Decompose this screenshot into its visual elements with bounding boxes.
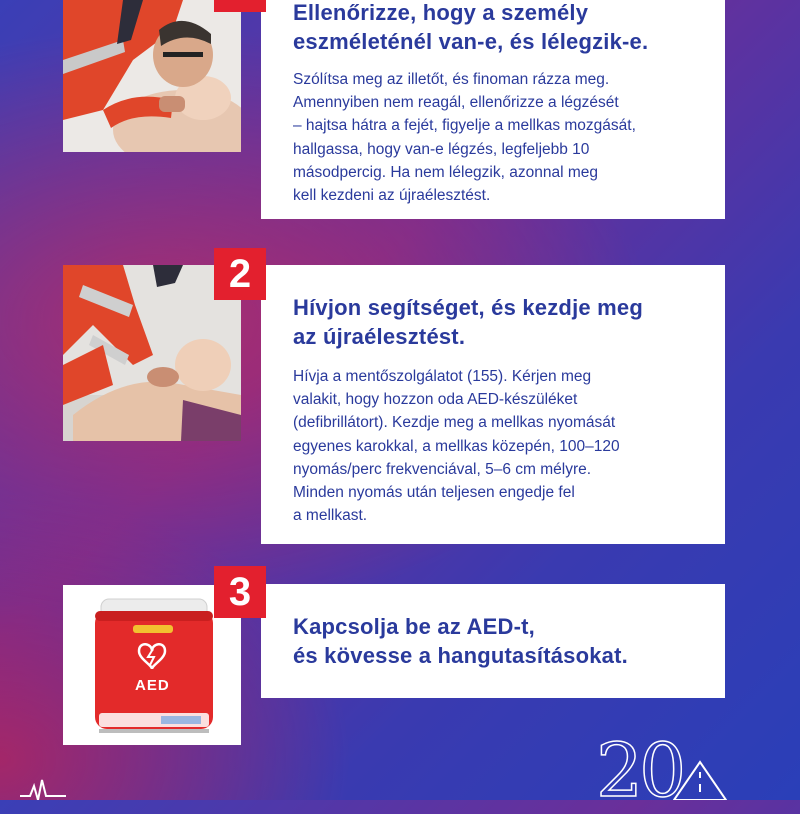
step1-body-line: hallgassa, hogy van-e légzés, legfeljebb 10 <box>293 140 590 158</box>
step1-card <box>261 0 725 219</box>
step2-body <box>293 365 725 527</box>
step3-number-badge: 3 <box>214 566 266 618</box>
anniversary-logo <box>596 728 746 814</box>
step3-card <box>261 584 725 698</box>
step2-title-line1: Hívjon segítséget, és kezdje meg <box>293 295 643 320</box>
step2-body-line: nyomás/perc frekvenciával, 5–6 cm mélyre. <box>293 460 592 478</box>
heartbeat-logo-icon <box>20 776 66 800</box>
step2-title <box>293 293 725 351</box>
step2-body-line: (defibrillátort). Kezdje meg a mellkas nyomását <box>293 414 616 432</box>
step2-body-line: Minden nyomás után teljesen engedje fel <box>293 484 575 502</box>
step1-body-line: Szólítsa meg az illetőt, és finoman rázza meg. <box>293 71 610 88</box>
step2-number-badge: 2 <box>214 248 266 300</box>
step2-body-line: valakit, hogy hozzon oda AED-készüléket <box>293 391 578 409</box>
step1-photo <box>63 0 241 152</box>
step2-body-line: a mellkast. <box>293 507 368 525</box>
step2-card <box>261 265 725 544</box>
step1-body <box>293 68 725 207</box>
step1-body-line: kell kezdeni az újraélesztést. <box>293 187 491 205</box>
step2-body-line: Hívja a mentőszolgálatot (155). Kérjen meg <box>293 368 592 385</box>
step3-title-line1: Kapcsolja be az AED-t, <box>293 614 535 639</box>
step1-title-line2: eszméleténél van-e, és lélegzik-e. <box>293 29 649 54</box>
step2-title-line2: az újraélesztést. <box>293 324 466 349</box>
step1-body-line: Amennyiben nem reagál, ellenőrizze a légzését <box>293 94 619 112</box>
step1-body-line: másodpercig. Ha nem lélegzik, azonnal meg <box>293 163 598 181</box>
step2-body-line: egyenes karokkal, a mellkas közepén, 100–120 <box>293 437 620 455</box>
step1-title <box>293 0 725 56</box>
aed-device-label: AED <box>135 677 170 694</box>
step1-number-badge <box>214 0 266 12</box>
step1-body-line: – hajtsa hátra a fejét, figyelje a mellkas mozgását, <box>293 117 636 135</box>
step1-title-line1: Ellenőrizze, hogy a személy <box>293 0 589 25</box>
anniversary-number: 20 <box>596 728 683 814</box>
step3-title <box>293 612 725 670</box>
road-icon <box>670 760 730 800</box>
step3-title-line2: és kövesse a hangutasításokat. <box>293 643 628 668</box>
